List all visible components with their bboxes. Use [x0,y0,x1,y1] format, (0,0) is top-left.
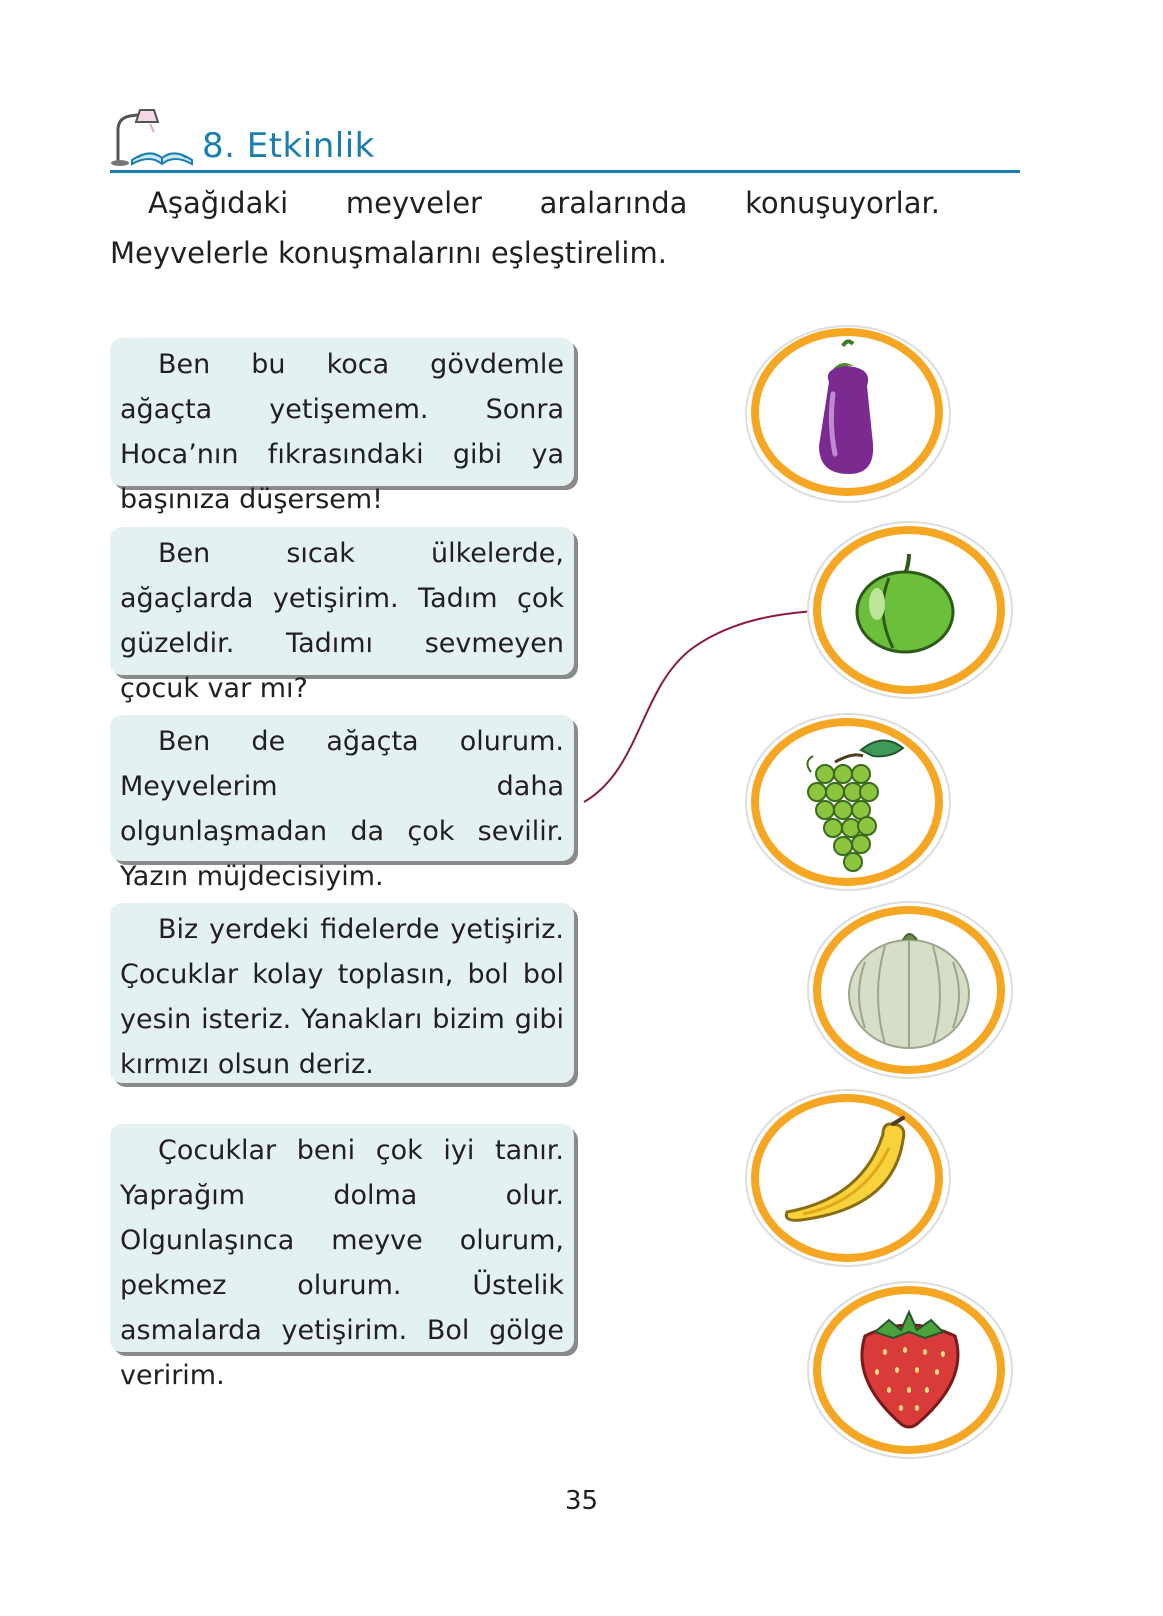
activity-header [110,108,1020,174]
melon-option[interactable] [805,900,1015,1080]
strawberry-option[interactable] [805,1280,1015,1460]
speech-text-4: Biz yerdeki fidelerde yetişiriz. Çocuklar kolay toplasın, bol bol yesin isteriz. Yanakları bizim gibi kırmızı olsun deriz. [120,914,564,1080]
instruction-text: Aşağıdaki meyveler aralarında konuşuyorlar. Meyvelerle konuşmalarını eşleştirelim. [110,186,940,270]
green-plum-option[interactable] [805,520,1015,700]
activity-title: 8. Etkinlik [202,126,375,166]
header-rule [110,170,1020,173]
speech-text-5: Çocuklar beni çok iyi tanır. Yaprağım dolma olur. Olgunlaşınca meyve olurum, pekmez olurum. Üstelik asmalarda yetişirim. Bol gölge veririm. [120,1135,564,1391]
lamp-book-icon [110,108,194,168]
speech-text-2: Ben sıcak ülkelerde, ağaçlarda yetişirim. Tadım çok güzeldir. Tadımı sevmeyen çocuk var mı? [120,538,564,704]
speech-box-2 [110,527,574,704]
speech-box-3 [110,715,574,892]
speech-box-4 [110,903,574,1083]
page-number: 35 [564,1486,599,1516]
speech-box-5 [110,1124,574,1391]
speech-text-3: Ben de ağaçta olurum. Meyvelerim daha olgunlaşmadan da çok sevilir. Yazın müjdecisiyim. [120,726,564,892]
eggplant-option[interactable] [743,324,953,504]
speech-box-1 [110,338,574,515]
banana-option[interactable] [743,1088,953,1268]
speech-text-1: Ben bu koca gövdemle ağaçta yetişemem. Sonra Hoca’nın fıkrasındaki gibi ya başınıza düşersem! [120,349,564,515]
grapes-option[interactable] [743,712,953,892]
